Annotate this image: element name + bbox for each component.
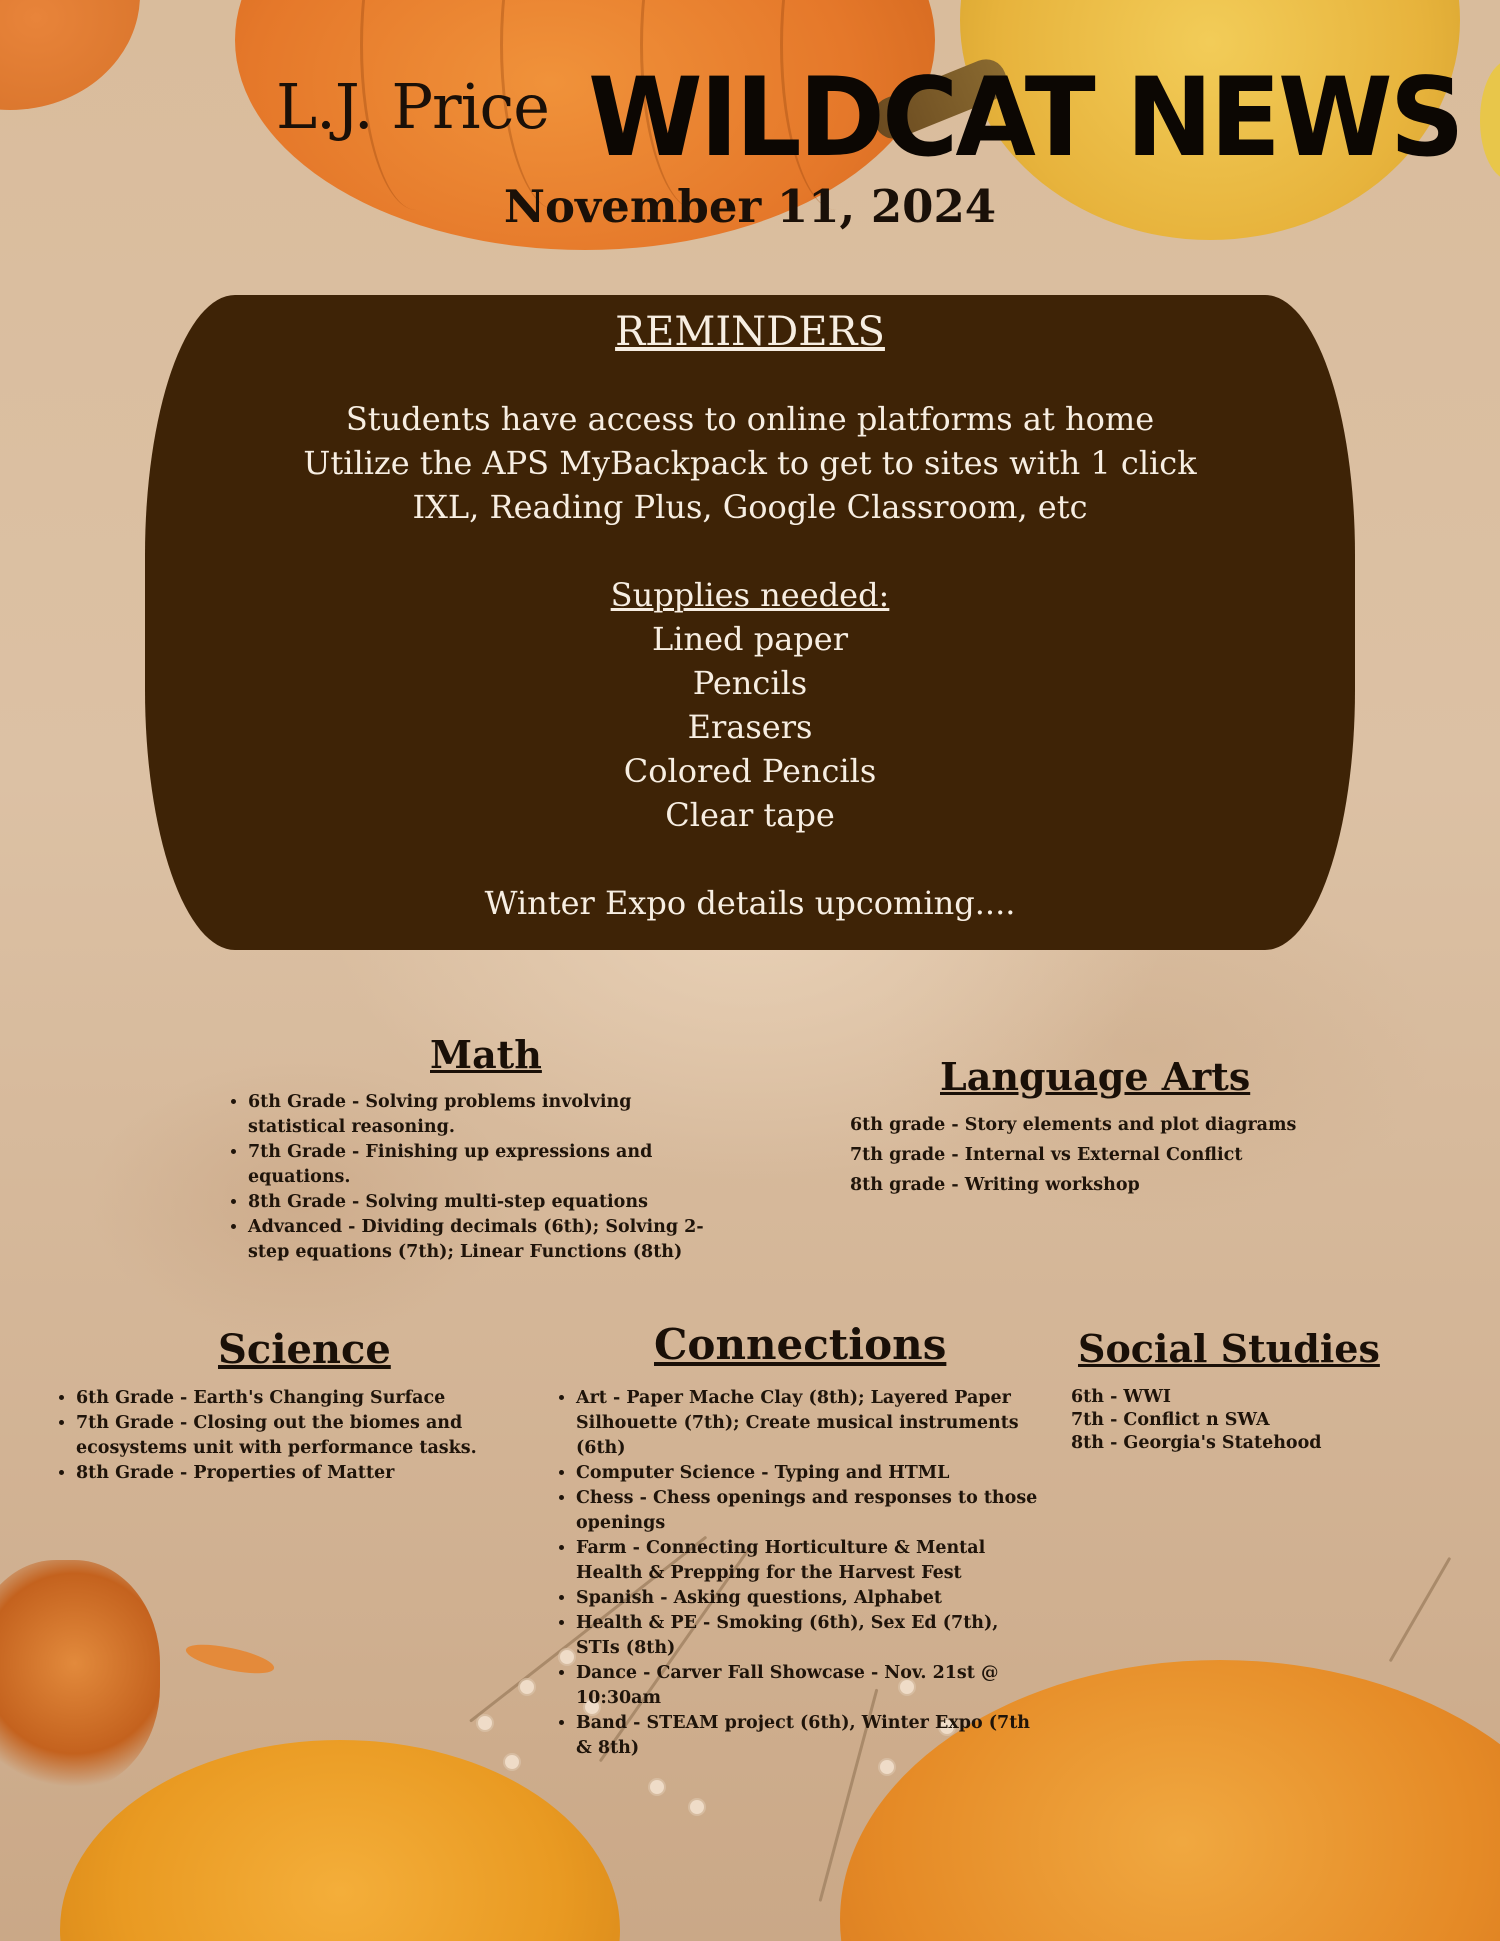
newsletter-title: WILDCAT NEWS — [588, 52, 1462, 182]
supplies-heading: Supplies needed: — [610, 576, 890, 614]
math-list — [224, 1090, 728, 1265]
issue-date: November 11, 2024 — [503, 180, 997, 233]
list-item: • Health & PE - Smoking (6th), Sex Ed (7th), STIs (8th) — [576, 1611, 1046, 1661]
gourd-decoration-edge — [1480, 60, 1500, 180]
list-item: • Spanish - Asking questions, Alphabet — [576, 1586, 1046, 1611]
bloom-decoration — [690, 1800, 704, 1814]
list-item: • 6th Grade - Earth's Changing Surface — [76, 1386, 576, 1411]
bloom-decoration — [478, 1716, 492, 1730]
list-item: • Advanced - Dividing decimals (6th); Solving 2-step equations (7th); Linear Functions (8th) — [248, 1215, 728, 1265]
list-item: • Computer Science - Typing and HTML — [576, 1461, 1046, 1486]
science-title: Science — [218, 1326, 391, 1373]
pumpkin-decoration-bottom-left — [60, 1740, 620, 1941]
reminder-line: Utilize the APS MyBackpack to get to sites with 1 click — [303, 444, 1197, 482]
language-arts-title: Language Arts — [940, 1054, 1251, 1099]
list-item: • Art - Paper Mache Clay (8th); Layered Paper Silhouette (7th); Create musical instruments (6th) — [576, 1386, 1046, 1461]
science-list — [52, 1386, 576, 1486]
pumpkin-decoration-top-left — [0, 0, 140, 110]
supply-item: Erasers — [687, 708, 813, 746]
list-item: 7th grade - Internal vs External Conflict — [850, 1145, 1243, 1165]
school-name: L.J. Price — [276, 70, 549, 143]
twig-decoration — [1389, 1557, 1452, 1662]
list-item: • Band - STEAM project (6th), Winter Expo (7th & 8th) — [576, 1711, 1046, 1761]
list-item: 6th - WWI — [1071, 1387, 1171, 1407]
list-item: 6th grade - Story elements and plot diagrams — [850, 1115, 1297, 1135]
list-item: • 7th Grade - Closing out the biomes and ecosystems unit with performance tasks. — [76, 1411, 576, 1461]
social-studies-title: Social Studies — [1078, 1326, 1380, 1371]
dried-flower-decoration — [0, 1560, 160, 1790]
list-item: • Chess - Chess openings and responses to those openings — [576, 1486, 1046, 1536]
list-item: 8th - Georgia's Statehood — [1071, 1433, 1322, 1453]
bloom-decoration — [520, 1680, 534, 1694]
spacer — [145, 837, 1355, 881]
supply-item: Lined paper — [652, 620, 848, 658]
supply-item: Colored Pencils — [623, 752, 877, 790]
bloom-decoration — [880, 1760, 894, 1774]
reminders-title: REMINDERS — [615, 309, 885, 355]
language-arts-list — [850, 1110, 1296, 1200]
list-item: • 8th Grade - Solving multi-step equations — [248, 1190, 728, 1215]
bloom-decoration — [505, 1755, 519, 1769]
list-item: • 8th Grade - Properties of Matter — [76, 1461, 576, 1486]
supply-item: Clear tape — [665, 796, 835, 834]
social-studies-list — [1071, 1386, 1322, 1455]
supply-item: Pencils — [692, 664, 808, 702]
list-item: • 6th Grade - Solving problems involving statistical reasoning. — [248, 1090, 728, 1140]
connections-list — [552, 1386, 1046, 1761]
reminders-footer: Winter Expo details upcoming.... — [484, 884, 1016, 922]
list-item: 8th grade - Writing workshop — [850, 1175, 1140, 1195]
connections-title: Connections — [654, 1320, 947, 1369]
list-item: • 7th Grade - Finishing up expressions and equations. — [248, 1140, 728, 1190]
math-title: Math — [430, 1032, 542, 1077]
reminder-line: IXL, Reading Plus, Google Classroom, etc — [412, 488, 1088, 526]
spacer — [145, 529, 1355, 573]
list-item: • Farm - Connecting Horticulture & Mental Health & Prepping for the Harvest Fest — [576, 1536, 1046, 1586]
reminders-body — [145, 397, 1355, 925]
reminder-line: Students have access to online platforms at home — [345, 400, 1155, 438]
reminders-panel — [145, 295, 1355, 950]
list-item: • Dance - Carver Fall Showcase - Nov. 21st @ 10:30am — [576, 1661, 1046, 1711]
bloom-decoration — [650, 1780, 664, 1794]
petal-decoration — [184, 1639, 277, 1679]
list-item: 7th - Conflict n SWA — [1071, 1410, 1270, 1430]
